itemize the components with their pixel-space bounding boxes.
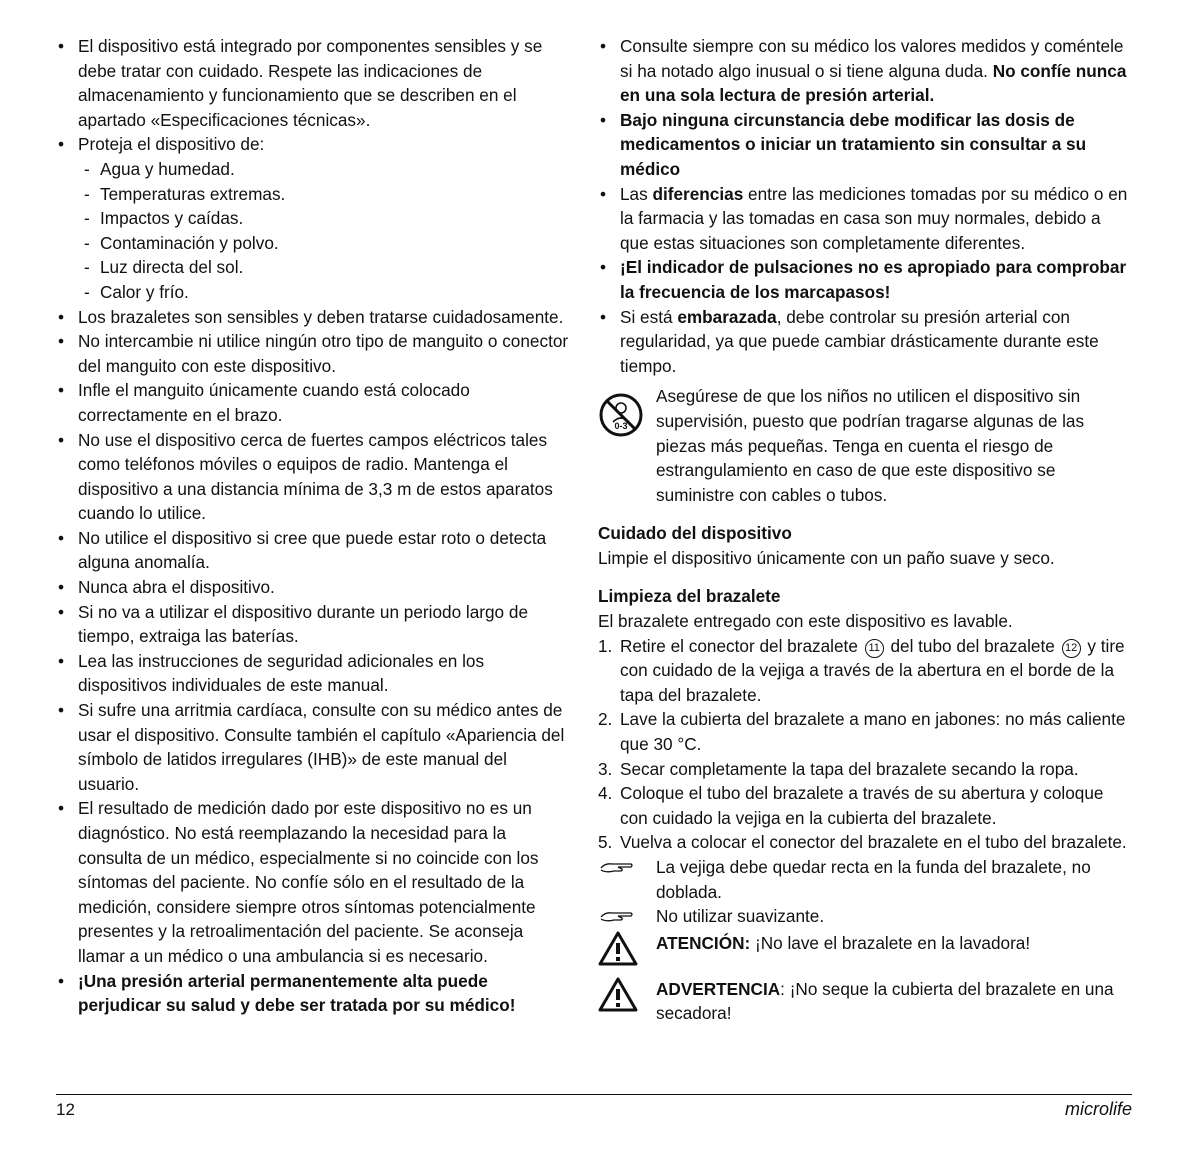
part-number-badge: 12 [1062, 639, 1081, 658]
note-row [598, 904, 1128, 929]
right-column [598, 34, 1128, 1026]
list-item: • Proteja el dispositivo de: - Agua y humedad. - Temperaturas extremas. - Impactos y caídas. - Contaminación y polvo. - Luz directa del sol. - Calor y frío. [56, 132, 571, 304]
part-number-badge: 11 [865, 639, 884, 658]
list-item: • El dispositivo está integrado por componentes sensibles y se debe tratar con cuidado. Respete las indicaciones de almacenamiento y funcionamiento que se describen en el apartado «Especificaciones técnicas». [56, 34, 571, 132]
list-item: - Temperaturas extremas. [78, 182, 571, 207]
list-item: 5. Vuelva a colocar el conector del brazalete en el tubo del brazalete. [598, 832, 1127, 853]
left-column [56, 34, 571, 1018]
list-item: - Impactos y caídas. [78, 206, 571, 231]
warning-triangle-icon [598, 931, 638, 967]
list-item: - Contaminación y polvo. [78, 231, 571, 256]
list-item: • Si sufre una arritmia cardíaca, consulte con su médico antes de usar el dispositivo. Consulte también el capítulo «Apariencia del símbolo de latidos irregulares (IHB)» de este manual del usuario. [56, 698, 571, 796]
warning-row: ATENCIÓN: ¡No lave el brazalete en la lavadora! [598, 931, 1128, 967]
list-item: • Los brazaletes son sensibles y deben tratarse cuidadosamente. [56, 305, 571, 330]
list-item: 1. Retire el conector del brazalete 11 del tubo del brazalete 12 y tire con cuidado de la vejiga a través de la abertura en el borde de la tapa del brazalete. [598, 635, 1125, 705]
list-item: • Si no va a utilizar el dispositivo durante un periodo largo de tiempo, extraiga las baterías. [56, 600, 571, 649]
safety-list [56, 34, 571, 1018]
advice-list [598, 34, 1128, 378]
brand-logo: microlife [1064, 1099, 1132, 1119]
age-label: 0-3 [614, 421, 628, 432]
list-item: • ¡El indicador de pulsaciones no es apropiado para comprobar la frecuencia de los marcapasos! [598, 255, 1128, 304]
page-number: 12 [56, 1100, 75, 1119]
list-item: - Calor y frío. [78, 280, 571, 305]
list-item: • Consulte siempre con su médico los valores medidos y coméntele si ha notado algo inusual o si tiene alguna duda. No confíe nunca en una sola lectura de presión arterial. [598, 34, 1128, 108]
note-text: No utilizar suavizante. [656, 906, 825, 927]
clean-intro: El brazalete entregado con este dispositivo es lavable. [598, 611, 1013, 632]
list-item: • Si está embarazada, debe controlar su presión arterial con regularidad, ya que puede cambiar drásticamente durante este tiempo. [598, 305, 1128, 379]
note-text: La vejiga debe quedar recta en la funda del brazalete, no doblada. [656, 857, 1091, 902]
list-item: - Luz directa del sol. [78, 255, 571, 280]
list-item: • ¡Una presión arterial permanentemente alta puede perjudicar su salud y debe ser tratada por su médico! [56, 969, 571, 1018]
care-title: Cuidado del dispositivo [598, 523, 792, 544]
list-item: • No intercambie ni utilice ningún otro tipo de manguito o conector del manguito con este dispositivo. [56, 329, 571, 378]
warning-row: ADVERTENCIA: ¡No seque la cubierta del brazalete en una secadora! [598, 977, 1128, 1026]
warning-triangle-icon [598, 977, 638, 1013]
no-children-icon [598, 392, 644, 438]
clean-title: Limpieza del brazalete [598, 586, 781, 607]
list-item: • Lea las instrucciones de seguridad adicionales en los dispositivos individuales de este manual. [56, 649, 571, 698]
note-row [598, 855, 1128, 904]
list-item: • Infle el manguito únicamente cuando está colocado correctamente en el brazo. [56, 378, 571, 427]
list-item: 3. Secar completamente la tapa del brazalete secando la ropa. [598, 758, 1079, 779]
list-item: • No utilice el dispositivo si cree que puede estar roto o detecta alguna anomalía. [56, 526, 571, 575]
list-item: 2. Lave la cubierta del brazalete a mano en jabones: no más caliente que 30 °C. [598, 709, 1126, 755]
care-text: Limpie el dispositivo únicamente con un paño suave y seco. [598, 547, 1055, 568]
cleaning-steps [598, 634, 1128, 855]
list-item: • El resultado de medición dado por este dispositivo no es un diagnóstico. No está reemplazando la necesidad para la consulta de un médico, especialmente si no coincide con los síntomas del paciente. No confíe sólo en el resultado de la medición, considere siempre otros síntomas potencialmente presentes y la retroalimentación del paciente. Se aconseja llamar a un médico o una ambulancia si es necesario. [56, 796, 571, 968]
list-item: - Agua y humedad. [78, 157, 571, 182]
protect-list [78, 157, 571, 305]
pointing-hand-icon [600, 860, 634, 876]
list-item: 4. Coloque el tubo del brazalete a través de su abertura y coloque con cuidado la vejiga en la cubierta del brazalete. [598, 783, 1104, 828]
list-item: • No use el dispositivo cerca de fuertes campos eléctricos tales como teléfonos móviles o equipos de radio. Mantenga el dispositivo a una distancia mínima de 3,3 m de estos aparatos cuando lo utilice. [56, 428, 571, 526]
list-item: • Nunca abra el dispositivo. [56, 575, 571, 600]
pointing-hand-icon [600, 909, 634, 925]
list-item: • Bajo ninguna circunstancia debe modificar las dosis de medicamentos o iniciar un tratamiento sin consultar a su médico [598, 108, 1128, 182]
list-item: • Las diferencias entre las mediciones tomadas por su médico o en la farmacia y las tomadas en casa son muy normales, debido a que estas situaciones son completamente diferentes. [598, 182, 1128, 256]
child-warning-text: Asegúrese de que los niños no utilicen el dispositivo sin supervisión, puesto que podrían tragarse algunas de las piezas más pequeñas. Tenga en cuenta el riesgo de estrangulamiento en caso de que este dispositivo se suministre con cables o tubos. [656, 386, 1085, 505]
child-warning [598, 384, 1128, 507]
footer-divider [56, 1094, 1132, 1095]
